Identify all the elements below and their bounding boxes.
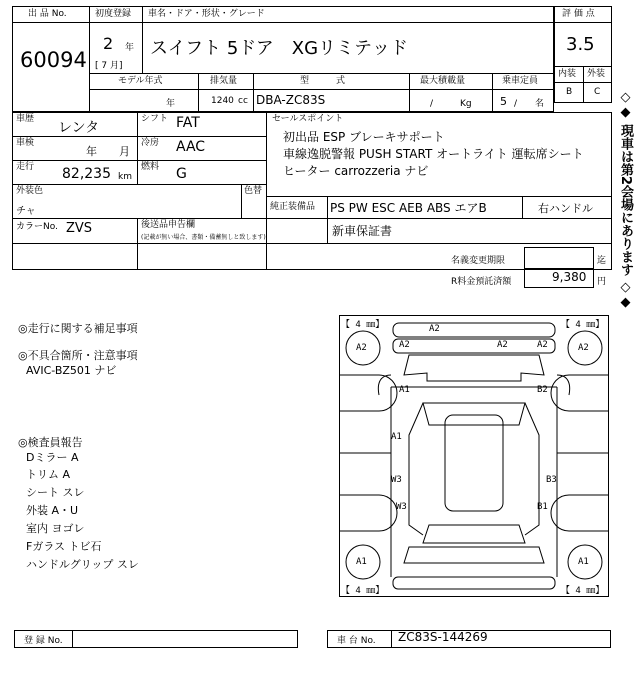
chassis-value: ZC83S-144269 <box>398 630 488 644</box>
mark-tire-rl: A1 <box>356 557 367 567</box>
mark-hood-center: A2 <box>497 340 508 350</box>
mark-tire-fl: A2 <box>356 343 367 353</box>
exterior-color-label: 外装色 <box>16 186 44 196</box>
equip-value: PS PW ESC AEB ABS エアB <box>330 201 487 215</box>
displacement-value: 1240 <box>211 96 234 106</box>
mark-tire-rr: A1 <box>578 557 589 567</box>
name-change-unit: 迄 <box>597 256 607 266</box>
sales-point-line-1: 初出品 ESP ブレーキサポート <box>283 130 445 144</box>
max-load-unit: / Kg <box>430 99 472 109</box>
color-no-label: カラーNo. <box>16 222 58 232</box>
fuel-value: G <box>176 166 187 182</box>
chassis-label: 車 台 No. <box>337 636 376 646</box>
name-change-label: 名義変更期限 <box>451 256 506 266</box>
report-label: 後送品申告欄 <box>141 220 196 230</box>
mark-quarter-left: W3 <box>396 502 407 512</box>
steering-value: 右ハンドル <box>538 202 593 215</box>
first-reg-label: 初度登録 <box>95 9 132 19</box>
sales-point-line-2: 車線逸脱警報 PUSH START オートライト 運転席シート <box>283 147 584 161</box>
mileage-value: 82,235 <box>62 166 111 182</box>
equip-label: 純正装備品 <box>270 202 316 212</box>
defects-value: AVIC-BZ501 ナビ <box>26 364 117 377</box>
interior-label: 内装 <box>558 69 577 79</box>
defects-label: ◎不具合箇所・注意事項 <box>18 349 138 362</box>
history-value: レンタ <box>58 120 100 136</box>
lot-label: 出 品 No. <box>28 9 67 19</box>
driving-notes-label: ◎走行に関する補足事項 <box>18 322 138 335</box>
mark-fender-left: A1 <box>399 385 410 395</box>
name-change-box <box>524 247 594 269</box>
mark-quarter-right: B1 <box>537 502 548 512</box>
sales-points-label: セールスポイント <box>272 114 344 124</box>
report-note: (記載が無い場合、書類・備蓄無しと致します) <box>141 234 266 241</box>
inspector-label: ◎検査員報告 <box>18 436 83 449</box>
capacity-value: 5 <box>500 95 507 108</box>
inspection-label: 車検 <box>16 138 35 148</box>
type-value: DBA-ZC83S <box>256 93 326 107</box>
score-label: 評 価 点 <box>562 9 595 19</box>
inspector-item: シート スレ <box>26 486 85 499</box>
mark-rear-door-right: B3 <box>546 475 557 485</box>
car-damage-diagram <box>339 315 609 597</box>
tire-depth-fr: 【 4 ㎜】 <box>561 320 605 330</box>
capacity-unit: / 名 <box>514 99 545 109</box>
inspector-item: ハンドルグリップ スレ <box>26 558 139 571</box>
max-load-label: 最大積載量 <box>420 76 466 86</box>
color-no-value: ZVS <box>66 221 93 236</box>
side-notice-top: ◇◆ <box>618 90 633 120</box>
displacement-label: 排気量 <box>210 76 238 86</box>
type-label: 型 式 <box>300 76 346 86</box>
car-outline <box>339 315 609 597</box>
exterior-color-value: チャ <box>16 206 36 217</box>
inspector-item: Dミラー A <box>26 451 79 464</box>
lot-number: 60094 <box>20 48 87 72</box>
mark-hood-left: A2 <box>399 340 410 350</box>
displacement-unit: cc <box>238 96 248 106</box>
mark-rear-door-left: W3 <box>391 475 402 485</box>
tire-depth-rl: 【 4 ㎜】 <box>341 586 385 596</box>
recycle-value: 9,380 <box>552 270 587 284</box>
side-notice-main: 現車は第2会場にあります <box>618 124 633 277</box>
inspection-value: 年 月 <box>86 145 130 158</box>
ac-label: 冷房 <box>141 138 160 148</box>
inspector-item: トリム A <box>26 468 71 481</box>
shift-value: FAT <box>176 115 200 131</box>
color-change-label: 色替 <box>244 186 263 196</box>
fuel-label: 燃料 <box>141 162 160 172</box>
recycle-label: R料金預託済額 <box>451 277 512 287</box>
name-label: 車名・ドア・形状・グレード <box>148 9 265 19</box>
first-reg-year-unit: 年 <box>125 43 135 53</box>
mark-hood-right: A2 <box>537 340 548 350</box>
exterior-value: C <box>594 87 601 97</box>
ac-value: AAC <box>176 139 206 155</box>
car-name: スイフト 5ドア XGリミテッド <box>150 38 409 59</box>
exterior-label: 外装 <box>587 69 606 79</box>
mileage-label: 走行 <box>16 162 35 172</box>
tire-depth-fl: 【 4 ㎜】 <box>341 320 385 330</box>
capacity-label: 乗車定員 <box>502 76 539 86</box>
mark-door-left: A1 <box>391 432 402 442</box>
side-notice-bottom: ◇◆ <box>618 280 633 311</box>
mark-front-bumper: A2 <box>429 324 440 334</box>
recycle-unit: 円 <box>597 277 607 287</box>
model-year-label: モデル年式 <box>118 76 163 86</box>
mileage-unit: km <box>118 172 132 182</box>
interior-value: B <box>566 87 573 97</box>
warranty-value: 新車保証書 <box>332 224 393 238</box>
mark-fender-right: B2 <box>537 385 548 395</box>
inspector-item: 室内 ヨゴレ <box>26 522 85 535</box>
registration-label: 登 録 No. <box>24 636 63 646</box>
inspector-item: Fガラス トビ石 <box>26 540 102 553</box>
score-value: 3.5 <box>566 34 595 55</box>
shift-label: シフト <box>141 114 169 124</box>
inspector-item: 外装 A・U <box>26 504 79 517</box>
history-label: 車歴 <box>16 114 35 124</box>
mark-tire-fr: A2 <box>578 343 589 353</box>
first-reg-month: [ 7 月] <box>95 61 123 71</box>
side-notice <box>614 90 636 310</box>
sales-point-line-3: ヒーター carrozzeria ナビ <box>283 164 429 178</box>
model-year-unit: 年 <box>166 99 176 109</box>
first-reg-year: 2 <box>103 34 114 53</box>
tire-depth-rr: 【 4 ㎜】 <box>561 586 605 596</box>
